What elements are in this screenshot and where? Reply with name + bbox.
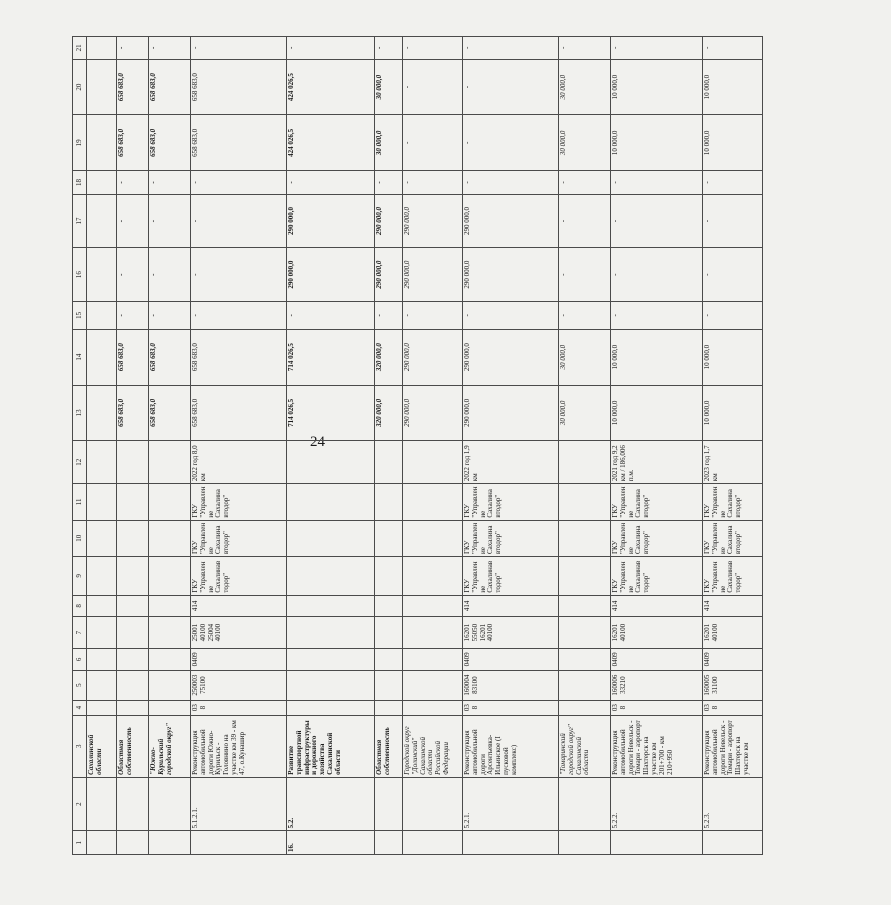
table-cell-col-16: - [703,248,763,302]
table-cell-col-19: 658 683,0 [117,115,149,171]
table-cell-col-12 [559,441,611,484]
table-cell-col-8 [87,595,117,616]
table-row [611,37,703,855]
table-cell-col-13: 10 000,0 [611,385,703,441]
table-cell-col-18: - [463,171,559,195]
table-cell-col-10: ГКУ "Управление Сахалинавтодор" [191,520,287,556]
table-cell-col-9: ГКУ "Управление Сахалинавтодор" [611,557,703,596]
table-cell-col-1 [403,831,463,855]
table-cell-col-16: 290 000,0 [287,248,375,302]
table-cell-col-1 [463,831,559,855]
table-cell-col-5: 160004 83100 [463,670,559,700]
table-row [463,37,559,855]
table-cell-col-21: - [149,37,191,60]
table-cell-col-13: 714 026,5 [287,385,375,441]
table-cell-col-17: 290 000,0 [403,194,463,248]
table-cell-col-16: - [149,248,191,302]
table-cell-col-12 [375,441,403,484]
table-cell-col-10 [559,520,611,556]
table-cell-col-11 [287,484,375,520]
header-cell: 19 [73,115,87,171]
table-cell-col-10: ГКУ "Управление Сахалинавтодор" [611,520,703,556]
table-cell-col-8: 414 [463,595,559,616]
table-cell-col-18: - [117,171,149,195]
table-cell-col-9 [287,557,375,596]
table-cell-col-14: 658 683,0 [191,329,287,385]
table-cell-col-1 [87,831,117,855]
table-cell-col-4 [559,700,611,715]
table-cell-col-6 [375,649,403,670]
table-cell-col-12: 2022 год 8,0 км [191,441,287,484]
header-cell: 11 [73,484,87,520]
table-cell-col-19: 658 683,0 [149,115,191,171]
table-cell-col-4: 038 [191,700,287,715]
table-cell-col-15: - [375,301,403,329]
table-cell-col-15 [87,301,117,329]
table-header-row [73,37,87,855]
table-cell-col-1 [149,831,191,855]
table-cell-col-19: 30 000,0 [375,115,403,171]
table-cell-col-2 [403,777,463,831]
table-cell-col-9 [87,557,117,596]
header-cell: 14 [73,329,87,385]
table-cell-col-3: "Южно-Курильский городской округ" [149,715,191,777]
table-cell-col-4 [403,700,463,715]
table-cell-col-2: 5.2. [287,777,375,831]
table-cell-col-5 [149,670,191,700]
table-row [287,37,375,855]
table-cell-col-14: 320 000,0 [375,329,403,385]
table-cell-col-6 [149,649,191,670]
table-cell-col-7 [287,617,375,649]
table-cell-col-9 [375,557,403,596]
table-cell-col-21: - [463,37,559,60]
table-cell-col-10: ГКУ "Управление Сахалинавтодор" [703,520,763,556]
table-cell-col-17: - [191,194,287,248]
table-cell-col-2: 5.2.3. [703,777,763,831]
header-cell: 17 [73,194,87,248]
table-cell-col-13: 290 000,0 [463,385,559,441]
table-cell-col-9 [117,557,149,596]
table-cell-col-9 [559,557,611,596]
table-cell-col-9 [149,557,191,596]
table-cell-col-12 [403,441,463,484]
table-cell-col-21: - [611,37,703,60]
table-cell-col-6 [117,649,149,670]
table-cell-col-4 [87,700,117,715]
table-cell-col-17: - [117,194,149,248]
table-cell-col-18: - [403,171,463,195]
table-cell-col-19: 424 026,5 [287,115,375,171]
table-cell-col-19: 30 000,0 [559,115,611,171]
table-cell-col-15: - [149,301,191,329]
table-cell-col-7 [87,617,117,649]
table-cell-col-20: - [463,59,559,115]
table-cell-col-6: 0409 [191,649,287,670]
table-cell-col-19: 10 000,0 [611,115,703,171]
header-cell: 3 [73,715,87,777]
table-cell-col-20: 10 000,0 [703,59,763,115]
table-cell-col-9: ГКУ "Управление Сахалинавтодор" [463,557,559,596]
table-cell-col-2: 5.2.1. [463,777,559,831]
table-cell-col-7: 25001 40100 25004 40100 [191,617,287,649]
table-cell-col-1 [611,831,703,855]
table-cell-col-13: 658 683,0 [191,385,287,441]
table-cell-col-15: - [117,301,149,329]
table-cell-col-16: - [117,248,149,302]
table-cell-col-10: ГКУ "Управление Сахалинавтодор" [463,520,559,556]
header-cell: 5 [73,670,87,700]
table-cell-col-8 [403,595,463,616]
table-cell-col-8: 414 [703,595,763,616]
table-row [375,37,403,855]
table-cell-col-3: Реконструкция автомобильной дороги Невельск - Томари - аэропорт Шахтерск на участке км 201+700 - км 210+950 [611,715,703,777]
header-cell: 18 [73,171,87,195]
table-cell-col-5 [559,670,611,700]
table-cell-col-3: Городской округ "Долинский" Сахалинской области Российской Федерации [403,715,463,777]
table-cell-col-16: 290 000,0 [403,248,463,302]
table-cell-col-12: 2021 год 9,2 км / 186,006 п.м. [611,441,703,484]
table-cell-col-10 [403,520,463,556]
table-cell-col-7: 16201 40100 [611,617,703,649]
header-cell: 10 [73,520,87,556]
header-cell: 12 [73,441,87,484]
budget-table [72,36,763,855]
table-cell-col-8 [559,595,611,616]
table-cell-col-18: - [611,171,703,195]
table-cell-col-16: - [611,248,703,302]
table-cell-col-7 [559,617,611,649]
header-cell: 15 [73,301,87,329]
rotated-table-container [72,44,891,855]
table-cell-col-8 [149,595,191,616]
table-cell-col-8 [287,595,375,616]
table-cell-col-11 [403,484,463,520]
table-cell-col-12 [87,441,117,484]
header-cell: 13 [73,385,87,441]
table-cell-col-19: 10 000,0 [703,115,763,171]
table-cell-col-13: 320 000,0 [375,385,403,441]
table-cell-col-8 [117,595,149,616]
table-cell-col-6: 0409 [703,649,763,670]
table-cell-col-15: - [403,301,463,329]
table-cell-col-17: - [703,194,763,248]
table-cell-col-20: - [403,59,463,115]
table-cell-col-18: - [375,171,403,195]
table-cell-col-10 [375,520,403,556]
table-cell-col-13 [87,385,117,441]
table-cell-col-1: 16. [287,831,375,855]
table-cell-col-21: - [403,37,463,60]
table-cell-col-10 [149,520,191,556]
table-cell-col-12 [287,441,375,484]
table-cell-col-17: - [559,194,611,248]
table-cell-col-21: - [375,37,403,60]
table-cell-col-1 [117,831,149,855]
table-cell-col-13: 10 000,0 [703,385,763,441]
table-cell-col-6: 0409 [611,649,703,670]
table-cell-col-4 [287,700,375,715]
table-cell-col-6: 0409 [463,649,559,670]
table-cell-col-18: - [149,171,191,195]
table-cell-col-13: 658 683,0 [117,385,149,441]
table-cell-col-14: 290 000,0 [403,329,463,385]
table-cell-col-16 [87,248,117,302]
table-cell-col-11: ГКУ "Управление Сахалинавтодор" [463,484,559,520]
table-cell-col-18: - [703,171,763,195]
table-cell-col-14: 658 683,0 [117,329,149,385]
table-cell-col-20: 30 000,0 [375,59,403,115]
table-cell-col-19: - [463,115,559,171]
table-cell-col-1 [559,831,611,855]
table-cell-col-2 [87,777,117,831]
table-cell-col-15: - [287,301,375,329]
table-cell-col-11: ГКУ "Управление Сахалинавтодор" [191,484,287,520]
table-cell-col-13: 658 683,0 [149,385,191,441]
table-row [703,37,763,855]
table-cell-col-8: 414 [611,595,703,616]
table-cell-col-18: - [287,171,375,195]
table-cell-col-11: ГКУ "Управление Сахалинавтодор" [611,484,703,520]
table-cell-col-5: 160006 33210 [611,670,703,700]
table-cell-col-20: 658 683,0 [149,59,191,115]
header-cell: 7 [73,617,87,649]
table-row [149,37,191,855]
table-cell-col-6 [559,649,611,670]
table-cell-col-13: 30 000,0 [559,385,611,441]
table-cell-col-10 [117,520,149,556]
table-cell-col-17 [87,194,117,248]
table-cell-col-12 [117,441,149,484]
table-cell-col-3: Областная собственность [117,715,149,777]
header-cell: 6 [73,649,87,670]
table-cell-col-20: 658 683,0 [191,59,287,115]
table-cell-col-14: 714 026,5 [287,329,375,385]
table-cell-col-7: 16201 40100 [703,617,763,649]
table-cell-col-11 [149,484,191,520]
table-cell-col-6 [403,649,463,670]
table-cell-col-14: 10 000,0 [703,329,763,385]
table-cell-col-2: 5.2.2. [611,777,703,831]
table-cell-col-7 [403,617,463,649]
table-row [117,37,149,855]
table-cell-col-20: 424 026,5 [287,59,375,115]
table-cell-col-20: 658 683,0 [117,59,149,115]
table-cell-col-14: 30 000,0 [559,329,611,385]
header-cell: 9 [73,557,87,596]
table-cell-col-15: - [463,301,559,329]
table-cell-col-18: - [559,171,611,195]
table-cell-col-5: 250003 75100 [191,670,287,700]
table-cell-col-3: Реконструкция автомобильной дороги Южно-Курильск - Головнино на участке км 39 - км 47, о.Кунашир [191,715,287,777]
table-cell-col-18: - [191,171,287,195]
header-cell: 2 [73,777,87,831]
header-cell: 8 [73,595,87,616]
header-cell: 1 [73,831,87,855]
table-cell-col-14: 658 683,0 [149,329,191,385]
table-cell-col-2 [559,777,611,831]
table-cell-col-14: 10 000,0 [611,329,703,385]
table-cell-col-1 [191,831,287,855]
table-cell-col-19: - [403,115,463,171]
table-cell-col-9 [403,557,463,596]
table-cell-col-7 [117,617,149,649]
table-cell-col-16: 290 000,0 [463,248,559,302]
table-cell-col-17: 290 000,0 [287,194,375,248]
table-cell-col-3: Развитие транспортной инфраструктуры и дорожного хозяйства Сахалинской области [287,715,375,777]
table-cell-col-6 [287,649,375,670]
table-row [403,37,463,855]
table-cell-col-6 [87,649,117,670]
table-row [191,37,287,855]
table-cell-col-21: - [703,37,763,60]
table-cell-col-8: 414 [191,595,287,616]
table-cell-col-10 [87,520,117,556]
table-cell-col-14 [87,329,117,385]
header-cell: 16 [73,248,87,302]
table-cell-col-16: - [559,248,611,302]
table-cell-col-17: - [611,194,703,248]
table-cell-col-4 [149,700,191,715]
table-cell-col-2 [117,777,149,831]
table-cell-col-21 [87,37,117,60]
table-cell-col-2 [375,777,403,831]
table-cell-col-5 [117,670,149,700]
table-cell-col-19: 658 683,0 [191,115,287,171]
page-number: 24 [310,434,325,450]
table-cell-col-3: Сахалинской области [87,715,117,777]
table-row [87,37,117,855]
table-cell-col-19 [87,115,117,171]
header-cell: 4 [73,700,87,715]
table-cell-col-10 [287,520,375,556]
table-cell-col-11 [559,484,611,520]
table-cell-col-3: Реконструкция автомобильной дороги Арсентьевка-Ильинское (I пусковой комплекс) [463,715,559,777]
table-cell-col-2 [149,777,191,831]
table-cell-col-4: 038 [703,700,763,715]
table-cell-col-9: ГКУ "Управление Сахалинавтодор" [191,557,287,596]
table-cell-col-16: - [191,248,287,302]
table-cell-col-21: - [559,37,611,60]
table-cell-col-12 [149,441,191,484]
header-cell: 21 [73,37,87,60]
table-cell-col-21: - [287,37,375,60]
table-cell-col-21: - [117,37,149,60]
header-cell: 20 [73,59,87,115]
table-cell-col-12: 2022 год 1,9 км [463,441,559,484]
table-cell-col-8 [375,595,403,616]
table-cell-col-5 [287,670,375,700]
table-cell-col-4: 038 [611,700,703,715]
table-cell-col-4: 038 [463,700,559,715]
table-cell-col-9: ГКУ "Управление Сахалинавтодор" [703,557,763,596]
table-cell-col-17: - [149,194,191,248]
table-cell-col-5 [375,670,403,700]
table-cell-col-7: 16201 55050 16201 40100 [463,617,559,649]
table-cell-col-11 [375,484,403,520]
table-cell-col-7 [149,617,191,649]
table-cell-col-3: Реконструкция автомобильной дороги Невельск - Томари - аэропорт Шахтерск на участке км [703,715,763,777]
table-cell-col-15: - [559,301,611,329]
table-cell-col-15: - [191,301,287,329]
table-row [559,37,611,855]
table-cell-col-15: - [703,301,763,329]
table-cell-col-5: 160005 31100 [703,670,763,700]
table-cell-col-4 [117,700,149,715]
table-cell-col-16: 290 000,0 [375,248,403,302]
table-cell-col-5 [403,670,463,700]
table-cell-col-5 [87,670,117,700]
table-cell-col-17: 290 000,0 [375,194,403,248]
table-cell-col-18 [87,171,117,195]
table-cell-col-11 [117,484,149,520]
table-cell-col-20 [87,59,117,115]
table-cell-col-12: 2023 год 1,7 км [703,441,763,484]
table-cell-col-14: 290 000,0 [463,329,559,385]
table-cell-col-17: 290 000,0 [463,194,559,248]
table-cell-col-13: 290 000,0 [403,385,463,441]
table-cell-col-3: Областная собственность [375,715,403,777]
table-cell-col-21: - [191,37,287,60]
table-cell-col-4 [375,700,403,715]
table-cell-col-15: - [611,301,703,329]
table-cell-col-3: "Томаринский городской округ" Сахалинской области [559,715,611,777]
table-cell-col-20: 30 000,0 [559,59,611,115]
table-cell-col-11: ГКУ "Управление Сахалинавтодор" [703,484,763,520]
table-cell-col-1 [703,831,763,855]
table-cell-col-2: 5.1.2.1. [191,777,287,831]
table-cell-col-1 [375,831,403,855]
table-cell-col-20: 10 000,0 [611,59,703,115]
table-cell-col-11 [87,484,117,520]
table-cell-col-7 [375,617,403,649]
